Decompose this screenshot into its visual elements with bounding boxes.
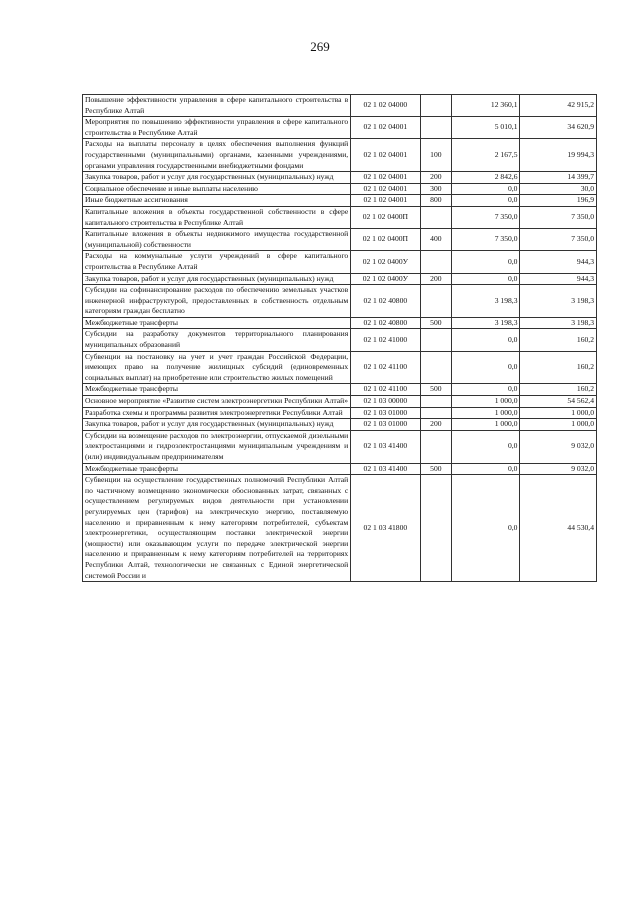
item-name-cell: Закупка товаров, работ и услуг для государственных (муниципальных) нужд xyxy=(83,273,351,285)
item-name-cell: Субвенции на осуществление государственных полномочий Республики Алтай по частичному возмещению экономически обоснованных затрат, связанных с осуществлением регулируемых видов деятельности при установлении регулируемых цен (тарифов) на электрическую энергию, поставляемую населению и приравненным к нему категориям потребителей, субъектам электроэнергетики, осуществляющим поставки электрической энергии (мощности) или оказывающим услуги по передаче электрической энергии населению и приравненным к нему категориям потребителей на территориях Республики Алтай, технологически не связанных с Единой энергетической системой России и xyxy=(83,475,351,582)
expense-type-cell xyxy=(420,206,452,228)
expense-type-cell xyxy=(420,251,452,273)
expense-type-cell: 200 xyxy=(420,172,452,184)
expense-type-cell: 400 xyxy=(420,229,452,251)
budget-table-body xyxy=(83,95,597,582)
budget-code-cell: 02 1 02 41100 xyxy=(351,384,420,396)
amount-second-cell: 944,3 xyxy=(520,273,597,285)
item-name-cell: Разработка схемы и программы развития электроэнергетики Республики Алтай xyxy=(83,407,351,419)
table-row xyxy=(83,475,597,582)
amount-second-cell: 19 994,3 xyxy=(520,139,597,172)
budget-code-cell: 02 1 03 41400 xyxy=(351,463,420,475)
expense-type-cell xyxy=(420,430,452,463)
expense-type-cell: 800 xyxy=(420,195,452,207)
table-row xyxy=(83,139,597,172)
budget-code-cell: 02 1 03 01000 xyxy=(351,419,420,431)
amount-first-cell: 0,0 xyxy=(452,384,520,396)
budget-code-cell: 02 1 02 04001 xyxy=(351,172,420,184)
item-name-cell: Закупка товаров, работ и услуг для государственных (муниципальных) нужд xyxy=(83,419,351,431)
budget-code-cell: 02 1 02 04001 xyxy=(351,139,420,172)
amount-first-cell: 0,0 xyxy=(452,195,520,207)
item-name-cell: Межбюджетные трансферты xyxy=(83,317,351,329)
amount-second-cell: 54 562,4 xyxy=(520,396,597,408)
amount-first-cell: 0,0 xyxy=(452,463,520,475)
expense-type-cell xyxy=(420,117,452,139)
item-name-cell: Мероприятия по повышению эффективности управления в сфере капитального строительства в Республике Алтай xyxy=(83,117,351,139)
item-name-cell: Расходы на коммунальные услуги учреждений в сфере капитального строительства в Республике Алтай xyxy=(83,251,351,273)
budget-code-cell: 02 1 02 04000 xyxy=(351,95,420,117)
item-name-cell: Субсидии на разработку документов территориального планирования муниципальных образований xyxy=(83,329,351,351)
table-row xyxy=(83,183,597,195)
amount-second-cell: 160,2 xyxy=(520,351,597,384)
item-name-cell: Субсидии на возмещение расходов по электроэнергии, отпускаемой дизельными электростанциями и гидроэлектростанциями муниципальным учреждениям и (или) индивидуальным предпринимателям xyxy=(83,430,351,463)
budget-code-cell: 02 1 02 04001 xyxy=(351,117,420,139)
table-row xyxy=(83,419,597,431)
amount-second-cell: 9 032,0 xyxy=(520,463,597,475)
expense-type-cell: 500 xyxy=(420,317,452,329)
item-name-cell: Капитальные вложения в объекты недвижимого имущества государственной (муниципальной) собственности xyxy=(83,229,351,251)
budget-code-cell: 02 1 03 41800 xyxy=(351,475,420,582)
table-row xyxy=(83,172,597,184)
amount-first-cell: 0,0 xyxy=(452,430,520,463)
budget-code-cell: 02 1 02 0400П xyxy=(351,206,420,228)
budget-code-cell: 02 1 02 0400У xyxy=(351,273,420,285)
table-row xyxy=(83,273,597,285)
budget-code-cell: 02 1 02 40800 xyxy=(351,317,420,329)
table-row xyxy=(83,229,597,251)
amount-first-cell: 0,0 xyxy=(452,329,520,351)
budget-code-cell: 02 1 02 40800 xyxy=(351,285,420,318)
item-name-cell: Закупка товаров, работ и услуг для государственных (муниципальных) нужд xyxy=(83,172,351,184)
expense-type-cell xyxy=(420,351,452,384)
table-row xyxy=(83,351,597,384)
amount-second-cell: 9 032,0 xyxy=(520,430,597,463)
item-name-cell: Субвенции на постановку на учет и учет граждан Российской Федерации, имеющих право на получение жилищных субсидий (единовременных социальных выплат) на приобретение или строительство жилых помещений xyxy=(83,351,351,384)
amount-first-cell: 1 000,0 xyxy=(452,407,520,419)
amount-second-cell: 7 350,0 xyxy=(520,206,597,228)
expense-type-cell: 500 xyxy=(420,463,452,475)
table-row xyxy=(83,407,597,419)
expense-type-cell xyxy=(420,407,452,419)
expense-type-cell xyxy=(420,396,452,408)
table-row xyxy=(83,195,597,207)
table-row xyxy=(83,95,597,117)
budget-code-cell: 02 1 02 04001 xyxy=(351,183,420,195)
item-name-cell: Повышение эффективности управления в сфере капитального строительства в Республике Алтай xyxy=(83,95,351,117)
table-row xyxy=(83,117,597,139)
amount-first-cell: 0,0 xyxy=(452,351,520,384)
budget-code-cell: 02 1 02 41100 xyxy=(351,351,420,384)
table-row xyxy=(83,430,597,463)
expense-type-cell xyxy=(420,285,452,318)
expense-type-cell xyxy=(420,329,452,351)
amount-second-cell: 160,2 xyxy=(520,329,597,351)
amount-first-cell: 7 350,0 xyxy=(452,229,520,251)
item-name-cell: Иные бюджетные ассигнования xyxy=(83,195,351,207)
amount-second-cell: 1 000,0 xyxy=(520,407,597,419)
table-row xyxy=(83,463,597,475)
budget-code-cell: 02 1 03 01000 xyxy=(351,407,420,419)
amount-second-cell: 1 000,0 xyxy=(520,419,597,431)
amount-first-cell: 3 198,3 xyxy=(452,317,520,329)
amount-first-cell: 1 000,0 xyxy=(452,396,520,408)
budget-code-cell: 02 1 03 00000 xyxy=(351,396,420,408)
amount-second-cell: 3 198,3 xyxy=(520,285,597,318)
expense-type-cell: 100 xyxy=(420,139,452,172)
page-number: 269 xyxy=(310,39,330,54)
table-row xyxy=(83,329,597,351)
amount-first-cell: 12 360,1 xyxy=(452,95,520,117)
budget-code-cell: 02 1 02 0400П xyxy=(351,229,420,251)
table-row xyxy=(83,206,597,228)
item-name-cell: Социальное обеспечение и иные выплаты населению xyxy=(83,183,351,195)
amount-second-cell: 196,9 xyxy=(520,195,597,207)
amount-second-cell: 44 530,4 xyxy=(520,475,597,582)
expense-type-cell: 300 xyxy=(420,183,452,195)
table-row xyxy=(83,317,597,329)
item-name-cell: Основное мероприятие «Развитие систем электроэнергетики Республики Алтай» xyxy=(83,396,351,408)
amount-first-cell: 7 350,0 xyxy=(452,206,520,228)
amount-first-cell: 0,0 xyxy=(452,251,520,273)
budget-code-cell: 02 1 02 41000 xyxy=(351,329,420,351)
expense-type-cell: 200 xyxy=(420,273,452,285)
budget-code-cell: 02 1 02 0400У xyxy=(351,251,420,273)
item-name-cell: Субсидии на софинансирование расходов по обеспечению земельных участков инженерной инфраструктурой, предоставленных в собственность отдельным категориям граждан бесплатно xyxy=(83,285,351,318)
amount-first-cell: 0,0 xyxy=(452,475,520,582)
expense-type-cell: 200 xyxy=(420,419,452,431)
item-name-cell: Капитальные вложения в объекты государственной собственности в сфере капитального строительства в Республике Алтай xyxy=(83,206,351,228)
amount-second-cell: 34 620,9 xyxy=(520,117,597,139)
amount-second-cell: 944,3 xyxy=(520,251,597,273)
amount-second-cell: 160,2 xyxy=(520,384,597,396)
amount-first-cell: 2 167,5 xyxy=(452,139,520,172)
amount-first-cell: 2 842,6 xyxy=(452,172,520,184)
budget-code-cell: 02 1 03 41400 xyxy=(351,430,420,463)
amount-second-cell: 30,0 xyxy=(520,183,597,195)
table-row xyxy=(83,384,597,396)
budget-code-cell: 02 1 02 04001 xyxy=(351,195,420,207)
amount-first-cell: 0,0 xyxy=(452,273,520,285)
expense-type-cell xyxy=(420,475,452,582)
amount-first-cell: 1 000,0 xyxy=(452,419,520,431)
item-name-cell: Расходы на выплаты персоналу в целях обеспечения выполнения функций государственными (муниципальными) органами, казенными учреждениями, органами управления государственными внебюджетными фондами xyxy=(83,139,351,172)
amount-first-cell: 3 198,3 xyxy=(452,285,520,318)
budget-table xyxy=(82,94,597,582)
expense-type-cell xyxy=(420,95,452,117)
item-name-cell: Межбюджетные трансферты xyxy=(83,384,351,396)
table-row xyxy=(83,396,597,408)
amount-second-cell: 14 399,7 xyxy=(520,172,597,184)
item-name-cell: Межбюджетные трансферты xyxy=(83,463,351,475)
amount-first-cell: 5 010,1 xyxy=(452,117,520,139)
expense-type-cell: 500 xyxy=(420,384,452,396)
table-row xyxy=(83,251,597,273)
amount-second-cell: 42 915,2 xyxy=(520,95,597,117)
amount-second-cell: 3 198,3 xyxy=(520,317,597,329)
table-row xyxy=(83,285,597,318)
amount-first-cell: 0,0 xyxy=(452,183,520,195)
amount-second-cell: 7 350,0 xyxy=(520,229,597,251)
